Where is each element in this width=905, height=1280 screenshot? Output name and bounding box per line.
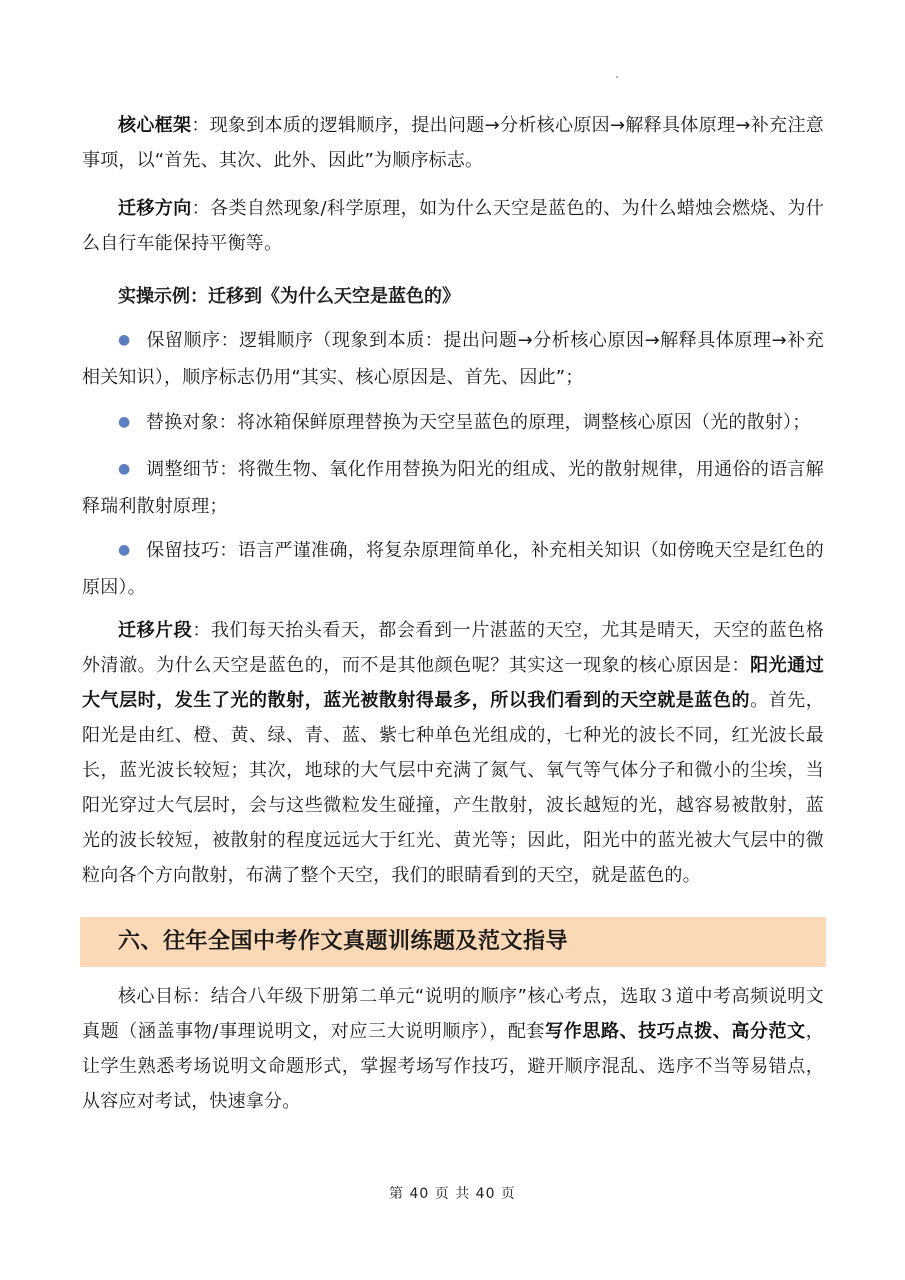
goal-paragraph: [82, 979, 824, 1119]
bullet-text: 保留顺序：逻辑顺序（现象到本质：提出问题→分析核心原因→解释具体原理→补充相关知识），顺序标志仍用“其实、核心原因是、首先、因此”；: [82, 330, 824, 388]
framework-text: ：现象到本质的逻辑顺序，提出问题→分析核心原因→解释具体原理→补充注意事项，以“首先、其次、此外、因此”为顺序标志。: [82, 115, 824, 171]
framework-label: 核心框架: [118, 115, 192, 136]
migration-direction-text: ：各类自然现象/科学原理，如为什么天空是蓝色的、为什么蜡烛会燃烧、为什么自行车能保持平衡等。: [82, 198, 824, 254]
goal-text-1: 核心目标：结合八年级下册第二单元“说明的顺序”核心考点，选取３道中考高频说明文真题（涵盖事物/事理说明文，对应三大说明顺序），配套: [82, 986, 824, 1042]
example-bullet-2: [82, 405, 824, 442]
bullet-text: 保留技巧：语言严谨准确，将复杂原理简单化，补充相关知识（如傍晚天空是红色的原因）。: [82, 540, 824, 598]
goal-text-2: ，让学生熟悉考场说明文命题形式，掌握考场写作技巧，避开顺序混乱、选序不当等易错点，从容应对考试，快速拿分。: [82, 1021, 824, 1112]
fragment-label: 迁移片段: [118, 620, 193, 641]
bullet-dot-icon: ●: [118, 461, 131, 477]
fragment-text-1: ：我们每天抬头看天，都会看到一片湛蓝的天空，尤其是晴天，天空的蓝色格外清澈。为什么天空是蓝色的，而不是其他颜色呢？其实这一现象的核心原因是：: [82, 620, 824, 676]
migration-direction-label: 迁移方向: [118, 198, 192, 219]
framework-paragraph: [82, 108, 824, 178]
bullet-dot-icon: ●: [118, 332, 131, 348]
fragment-bold-text: 阳光通过大气层时，发生了光的散射，蓝光被散射得最多，所以我们看到的天空就是蓝色的: [82, 655, 824, 711]
goal-bold-text: 写作思路、技巧点拨、高分范文: [545, 1021, 806, 1042]
example-bullet-3: [82, 452, 824, 524]
bullet-dot-icon: ●: [118, 414, 131, 430]
section-title: 六、往年全国中考作文真题训练题及范文指导: [118, 929, 569, 954]
example-bullet-1: [82, 323, 824, 395]
bullet-text: 调整细节：将微生物、氧化作用替换为阳光的组成、光的散射规律，用通俗的语言解释瑞利散射原理；: [82, 459, 824, 517]
section-banner: [80, 917, 826, 967]
bullet-dot-icon: ●: [118, 542, 131, 558]
fragment-paragraph: [82, 613, 824, 893]
page-footer: 第 40 页 共 40 页: [389, 1186, 516, 1202]
scan-speck: [616, 76, 618, 78]
example-heading: 实操示例：迁移到《为什么天空是蓝色的》: [118, 286, 460, 307]
fragment-text-2: 。首先，阳光是由红、橙、黄、绿、青、蓝、紫七种单色光组成的，七种光的波长不同，红光波长最长，蓝光波长较短；其次，地球的大气层中充满了氮气、氧气等气体分子和微小的尘埃，当阳光穿过大气层时，会与这些微粒发生碰撞，产生散射，波长越短的光，越容易被散射，蓝光的波长较短，被散射的程度远远大于红光、黄光等；因此，阳光中的蓝光被大气层中的微粒向各个方向散射，布满了整个天空，我们的眼睛看到的天空，就是蓝色的。: [82, 690, 824, 886]
migration-direction-paragraph: [82, 191, 824, 261]
example-bullet-4: [82, 533, 824, 605]
bullet-text: 替换对象：将冰箱保鲜原理替换为天空呈蓝色的原理，调整核心原因（光的散射）；: [146, 412, 811, 433]
